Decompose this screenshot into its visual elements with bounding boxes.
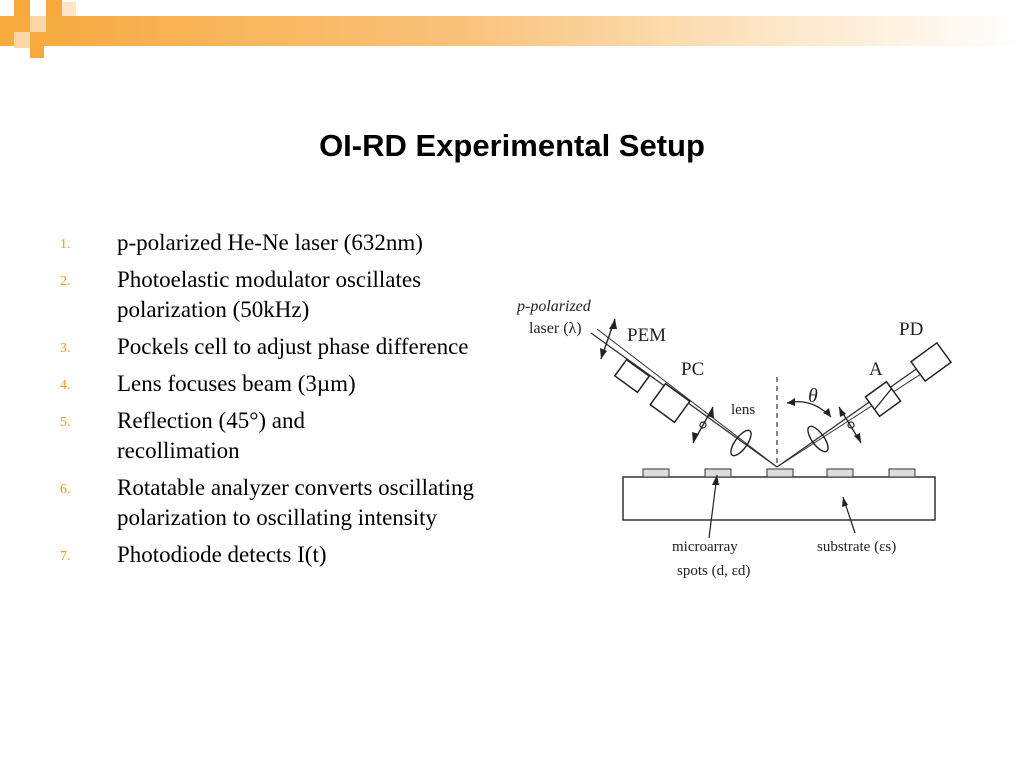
list-item <box>60 332 500 362</box>
list-number: 3. <box>60 341 71 356</box>
list-number: 7. <box>60 549 71 564</box>
header-square-decoration <box>46 0 62 16</box>
spots-label-line1: microarray <box>672 539 738 555</box>
list-text: Rotatable analyzer converts oscillating polarization to oscillating intensity <box>117 475 475 530</box>
pd-box <box>911 343 951 381</box>
slide-title: OI-RD Experimental Setup <box>319 128 705 163</box>
reflected-beam <box>777 365 935 467</box>
arrow-head <box>609 319 617 329</box>
substrate-label: substrate (εs) <box>817 539 897 555</box>
setup-diagram <box>505 285 955 590</box>
list-number: 4. <box>60 378 71 393</box>
list-text: Photodiode detects I(t) <box>117 542 327 567</box>
arrow-head <box>600 348 607 359</box>
arrow-head <box>823 408 831 417</box>
microarray-spot <box>705 469 731 477</box>
list-number: 1. <box>60 237 71 252</box>
list-item <box>60 540 500 570</box>
pc-label: PC <box>681 359 705 380</box>
header-square-decoration <box>62 2 76 16</box>
microarray-spot <box>643 469 669 477</box>
header-gradient-band <box>0 16 1024 46</box>
steps-list <box>60 228 500 577</box>
header-square-decoration <box>14 0 30 16</box>
header-square-decoration <box>30 44 44 58</box>
header-square-decoration <box>30 16 46 32</box>
pc-box <box>650 384 690 423</box>
header-square-decoration <box>14 32 30 48</box>
pem-label: PEM <box>627 325 667 346</box>
microarray-spot <box>767 469 793 477</box>
theta-label: θ <box>808 385 818 407</box>
list-text: Lens focuses beam (3µm) <box>117 371 356 396</box>
substrate-block <box>623 477 935 520</box>
lens-label: lens <box>731 402 756 418</box>
laser-label-line1: p-polarized <box>517 298 591 315</box>
list-item <box>60 265 500 325</box>
list-item <box>60 369 500 399</box>
pd-label: PD <box>899 319 924 340</box>
list-item <box>60 473 497 533</box>
list-item <box>60 228 500 258</box>
list-number: 5. <box>60 415 71 430</box>
arrow-head <box>787 398 795 406</box>
microarray-spot <box>889 469 915 477</box>
reflected-beam <box>777 360 929 467</box>
list-text: p-polarized He-Ne laser (632nm) <box>117 230 423 255</box>
list-item <box>60 406 417 466</box>
microarray-spot <box>827 469 853 477</box>
incident-beam <box>597 329 777 467</box>
analyzer-label: A <box>869 359 883 380</box>
list-text: Reflection (45°) and recollimation <box>117 408 306 463</box>
laser-label-line2: laser (λ) <box>529 320 582 337</box>
list-text: Photoelastic modulator oscillates polarization (50kHz) <box>117 267 422 322</box>
list-number: 6. <box>60 482 71 497</box>
list-text: Pockels cell to adjust phase difference <box>117 334 469 359</box>
list-number: 2. <box>60 274 71 289</box>
lens-reflected <box>804 423 831 454</box>
spots-label-line2: spots (d, εd) <box>677 563 751 579</box>
